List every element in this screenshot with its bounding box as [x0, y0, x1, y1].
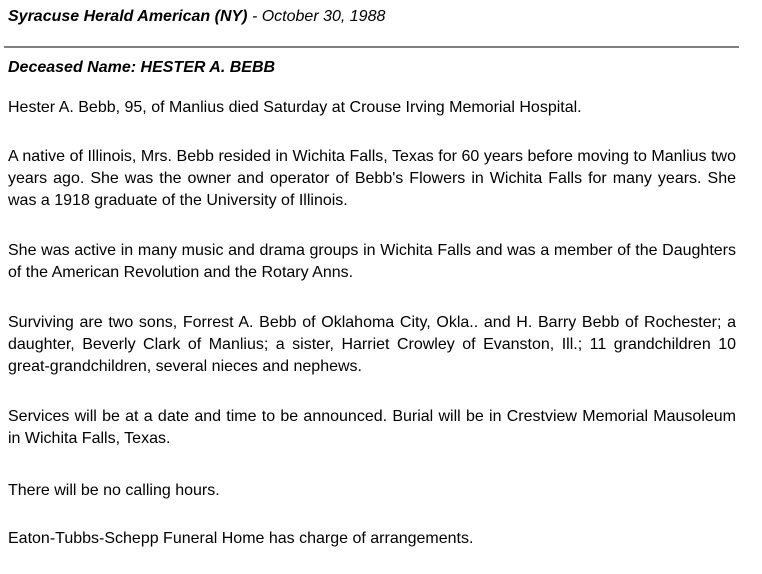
deceased-label: Deceased Name: [8, 59, 137, 76]
obituary-paragraph-death: Hester A. Bebb, 95, of Manlius died Saturday at Crouse Irving Memorial Hospital. [8, 99, 582, 116]
obituary-paragraph-services: Services will be at a date and time to be announced. Burial will be in Crestview Memorial Mausoleum in Wichita Falls, Texas. [8, 408, 736, 447]
obituary-paragraph-survivors: Surviving are two sons, Forrest A. Bebb of Oklahoma City, Okla.. and H. Barry Bebb of Rochester; a daughter, Beverly Clark of Manlius; a sister, Harriet Crowley of Evanston, Ill.; 11 grandchildren 10 great-grandchildren, several nieces and nephews. [8, 314, 736, 375]
source-line [8, 8, 385, 26]
publication-date: October 30, 1988 [261, 8, 386, 25]
deceased-name: HESTER A. BEBB [140, 59, 276, 76]
obituary-paragraph-activities: She was active in many music and drama groups in Wichita Falls and was a member of the Daughters of the American Revolution and the Rotary Anns. [8, 242, 736, 281]
header-divider [4, 46, 739, 48]
obituary-paragraph-biography: A native of Illinois, Mrs. Bebb resided in Wichita Falls, Texas for 60 years before moving to Manlius two years ago. She was the owner and operator of Bebb's Flowers in Wichita Falls for many years. She was a 1918 graduate of the University of Illinois. [8, 148, 736, 209]
source-separator: - [247, 8, 262, 25]
obituary-paragraph-funeral-home: Eaton-Tubbs-Schepp Funeral Home has charge of arrangements. [8, 530, 474, 547]
obituary-paragraph-calling-hours: There will be no calling hours. [8, 482, 220, 499]
deceased-line [8, 59, 275, 77]
newspaper-name: Syracuse Herald American (NY) [8, 8, 248, 25]
